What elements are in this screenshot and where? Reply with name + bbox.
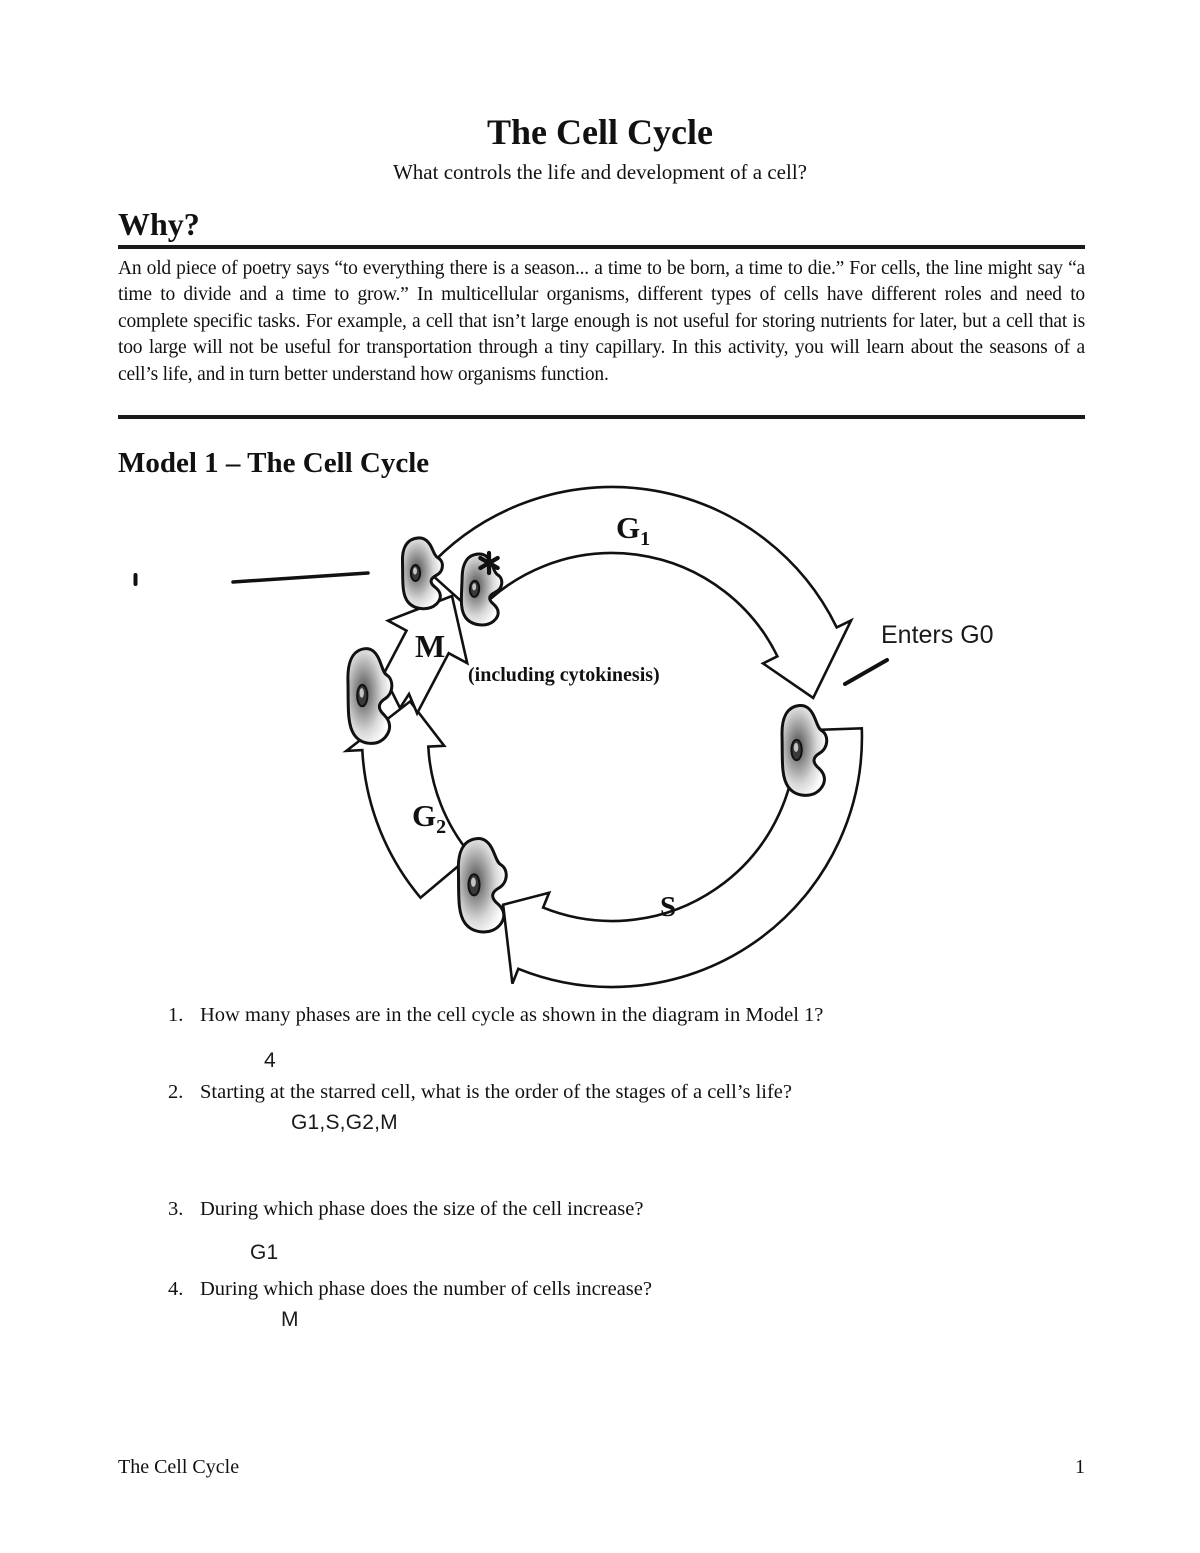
question-number: 2. (168, 1081, 184, 1103)
why-heading: Why? (118, 206, 200, 242)
cell-membrane (402, 538, 442, 609)
nucleolus (471, 877, 476, 887)
enters-g0-annotation: Enters G0 (881, 621, 994, 649)
cell-membrane (458, 839, 506, 932)
footer-page-number: 1 (1075, 1456, 1085, 1478)
s-phase-label: S (660, 891, 677, 923)
cell-membrane (782, 705, 827, 795)
question-2 (168, 1080, 1088, 1106)
cytokinesis-note: (including cytokinesis) (468, 664, 660, 686)
section-divider-bottom (118, 415, 1085, 419)
enters-g0-pointer-line (845, 660, 887, 684)
question-text: During which phase does the number of cells increase? (200, 1278, 652, 1300)
page-subtitle: What controls the life and development of a cell? (392, 160, 807, 184)
g1-phase-label: $G_1$ (616, 510, 651, 550)
cell-right (782, 705, 827, 795)
cell-bottom (458, 839, 506, 932)
question-text: Starting at the starred cell, what is the order of the stages of a cell’s life? (200, 1081, 793, 1103)
answer-3: G1 (250, 1241, 279, 1264)
page-title: The Cell Cycle (487, 112, 713, 152)
answer-2: G1,S,G2,M (291, 1111, 398, 1134)
question-1 (168, 1003, 1088, 1029)
question-3 (168, 1197, 1088, 1223)
g2-phase-label: $G_2$ (412, 798, 447, 838)
cell-top-left (402, 538, 442, 609)
cell-cycle-diagram (100, 472, 1100, 997)
section-divider-top (118, 245, 1085, 249)
nucleolus (794, 743, 798, 752)
question-text: How many phases are in the cell cycle as shown in the diagram in Model 1? (200, 1004, 824, 1026)
answer-1: 4 (264, 1049, 276, 1072)
pen-line-mark (233, 573, 368, 582)
model1-heading: Model 1 – The Cell Cycle (118, 447, 430, 479)
question-4 (168, 1277, 1088, 1303)
question-text: During which phase does the size of the cell increase? (200, 1198, 644, 1220)
footer-title: The Cell Cycle (118, 1456, 240, 1478)
nucleolus (360, 688, 364, 698)
cell-left (348, 649, 392, 744)
question-number: 1. (168, 1004, 184, 1026)
question-number: 4. (168, 1278, 184, 1300)
m-phase-label: M (415, 628, 446, 664)
cell-membrane (348, 649, 392, 744)
answer-4: M (281, 1308, 299, 1331)
question-number: 3. (168, 1198, 184, 1220)
nucleolus (413, 567, 417, 574)
why-paragraph: An old piece of poetry says “to everything there is a season... a time to be born, a time to die.” For cells, the line might say “a time to divide and a time to grow.” In multicellular organisms, different types of cells have different roles and need to complete specific tasks. For example, a cell that isn’t large enough is not useful for storing nutrients for later, but a cell that is too large will not be useful for transportation through a tiny capillary. In this activity, you will learn about the seasons of a cell’s life, and in turn better understand how organisms function. (118, 258, 1085, 385)
